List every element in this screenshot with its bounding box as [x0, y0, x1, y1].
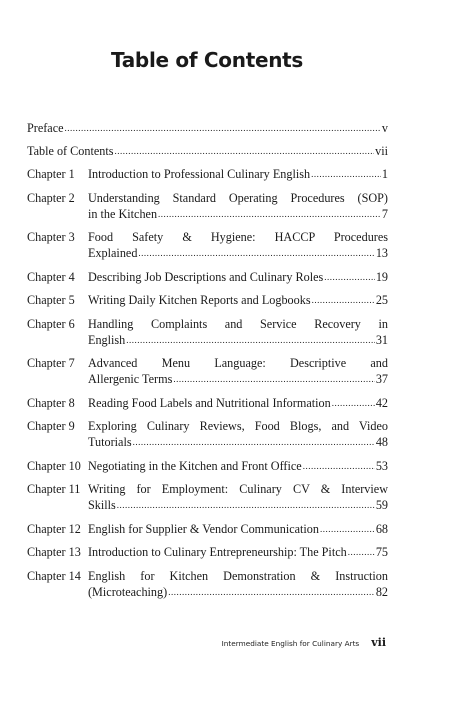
dot-leader: [311, 165, 381, 182]
toc-entry-chapter-14[interactable]: [27, 568, 388, 601]
entry-title-line: Advanced Menu Language: Descriptive and: [88, 356, 388, 370]
entry-body: [88, 316, 388, 349]
table-of-contents: [27, 120, 388, 607]
chapter-label: Chapter 12: [27, 521, 81, 536]
page-number: 37: [375, 372, 388, 386]
entry-body: [88, 481, 388, 514]
footer-book-title: Intermediate English for Culinary Arts: [221, 639, 360, 648]
entry-title-continued: Skills: [88, 498, 116, 512]
dot-leader: [168, 583, 375, 600]
entry-body: [27, 120, 388, 137]
toc-entry-chapter-8[interactable]: [27, 395, 388, 412]
page-number: 1: [381, 167, 388, 181]
toc-entry-table-of-contents[interactable]: [27, 143, 388, 160]
entry-title-line: Understanding Standard Operating Procedures (SOP): [88, 190, 388, 205]
entry-title-line: English for Kitchen Demonstration & Instruction: [88, 568, 388, 583]
dot-leader: [320, 520, 375, 537]
page-number: v: [381, 121, 388, 135]
entry-body: [88, 418, 388, 451]
entry-title-continued: Allergenic Terms: [88, 372, 173, 386]
dot-leader: [312, 291, 375, 308]
entry-body: [88, 521, 388, 538]
chapter-label: Chapter 7: [27, 356, 75, 370]
dot-leader: [133, 433, 375, 450]
entry-body: [88, 544, 388, 561]
page-number: 68: [375, 521, 388, 536]
chapter-label: Chapter 11: [27, 482, 81, 496]
toc-entry-chapter-3[interactable]: [27, 229, 388, 262]
dot-leader: [138, 244, 374, 261]
chapter-label: Chapter 8: [27, 395, 75, 410]
chapter-label: Chapter 4: [27, 269, 75, 284]
entry-title-line: Food Safety & Hygiene: HACCP Procedures: [88, 230, 388, 244]
toc-entry-chapter-2[interactable]: [27, 190, 388, 223]
toc-entry-chapter-4[interactable]: [27, 269, 388, 286]
page-number: 53: [375, 458, 388, 473]
page-footer: [222, 636, 386, 649]
page-number: 59: [375, 498, 388, 512]
entry-body: [88, 568, 388, 601]
toc-entry-preface[interactable]: [27, 120, 388, 137]
entry-body: [88, 355, 388, 388]
page-number: 82: [375, 584, 388, 599]
entry-body: [27, 143, 388, 160]
toc-entry-chapter-7[interactable]: [27, 355, 388, 388]
entry-title: Introduction to Professional Culinary English: [88, 167, 311, 181]
entry-body: [88, 229, 388, 262]
entry-title-continued: Explained: [88, 246, 138, 260]
footer-page-number: vii: [371, 636, 386, 649]
dot-leader: [158, 205, 381, 222]
toc-entry-chapter-12[interactable]: [27, 521, 388, 538]
entry-title-continued: Tutorials: [88, 435, 132, 449]
toc-entry-chapter-5[interactable]: [27, 292, 388, 309]
dot-leader: [173, 370, 374, 387]
entry-title-continued: (Microteaching): [88, 584, 168, 599]
page-number: vii: [375, 144, 388, 158]
toc-entry-chapter-13[interactable]: [27, 544, 388, 561]
chapter-label: Chapter 5: [27, 293, 75, 307]
page-number: 48: [375, 435, 388, 449]
entry-body: [88, 190, 388, 223]
entry-body: [88, 458, 388, 475]
toc-entry-chapter-10[interactable]: [27, 458, 388, 475]
dot-leader: [114, 142, 374, 159]
entry-title: Preface: [27, 121, 64, 135]
dot-leader: [126, 331, 375, 348]
page-number: 75: [375, 545, 388, 559]
entry-title-continued: in the Kitchen: [88, 206, 158, 221]
dot-leader: [303, 457, 375, 474]
chapter-label: Chapter 10: [27, 458, 81, 473]
chapter-label: Chapter 3: [27, 230, 75, 244]
chapter-label: Chapter 9: [27, 419, 75, 433]
chapter-label: Chapter 1: [27, 167, 75, 181]
entry-title: English for Supplier & Vendor Communication: [88, 521, 319, 536]
dot-leader: [117, 496, 375, 513]
entry-title: Table of Contents: [27, 144, 114, 158]
page-number: 42: [375, 395, 388, 410]
entry-body: [88, 269, 388, 286]
toc-entry-chapter-6[interactable]: [27, 316, 388, 349]
entry-title-continued: English: [88, 332, 126, 347]
entry-body: [88, 166, 388, 183]
page-title: Table of Contents: [110, 48, 304, 72]
entry-body: [88, 395, 388, 412]
entry-title: Writing Daily Kitchen Reports and Logbooks: [88, 293, 311, 307]
chapter-label: Chapter 13: [27, 545, 81, 559]
entry-title: Negotiating in the Kitchen and Front Office: [88, 458, 302, 473]
page-number: 31: [375, 332, 388, 347]
entry-title: Describing Job Descriptions and Culinary Roles: [88, 269, 324, 284]
entry-body: [88, 292, 388, 309]
entry-title-line: Handling Complaints and Service Recovery in: [88, 316, 388, 331]
chapter-label: Chapter 6: [27, 316, 75, 331]
entry-title-line: Exploring Culinary Reviews, Food Blogs, and Video: [88, 419, 388, 433]
dot-leader: [65, 119, 381, 136]
page-number: 7: [381, 206, 388, 221]
entry-title: Introduction to Culinary Entrepreneurship: The Pitch: [88, 545, 347, 559]
entry-title: Reading Food Labels and Nutritional Information: [88, 395, 331, 410]
toc-entry-chapter-9[interactable]: [27, 418, 388, 451]
dot-leader: [324, 268, 375, 285]
page-number: 19: [375, 269, 388, 284]
dot-leader: [348, 543, 375, 560]
page-number: 13: [375, 246, 388, 260]
chapter-label: Chapter 2: [27, 190, 75, 205]
dot-leader: [332, 394, 375, 411]
chapter-label: Chapter 14: [27, 568, 81, 583]
toc-entry-chapter-1[interactable]: [27, 166, 388, 183]
toc-entry-chapter-11[interactable]: [27, 481, 388, 514]
page-number: 25: [375, 293, 388, 307]
entry-title-line: Writing for Employment: Culinary CV & Interview: [88, 482, 388, 496]
